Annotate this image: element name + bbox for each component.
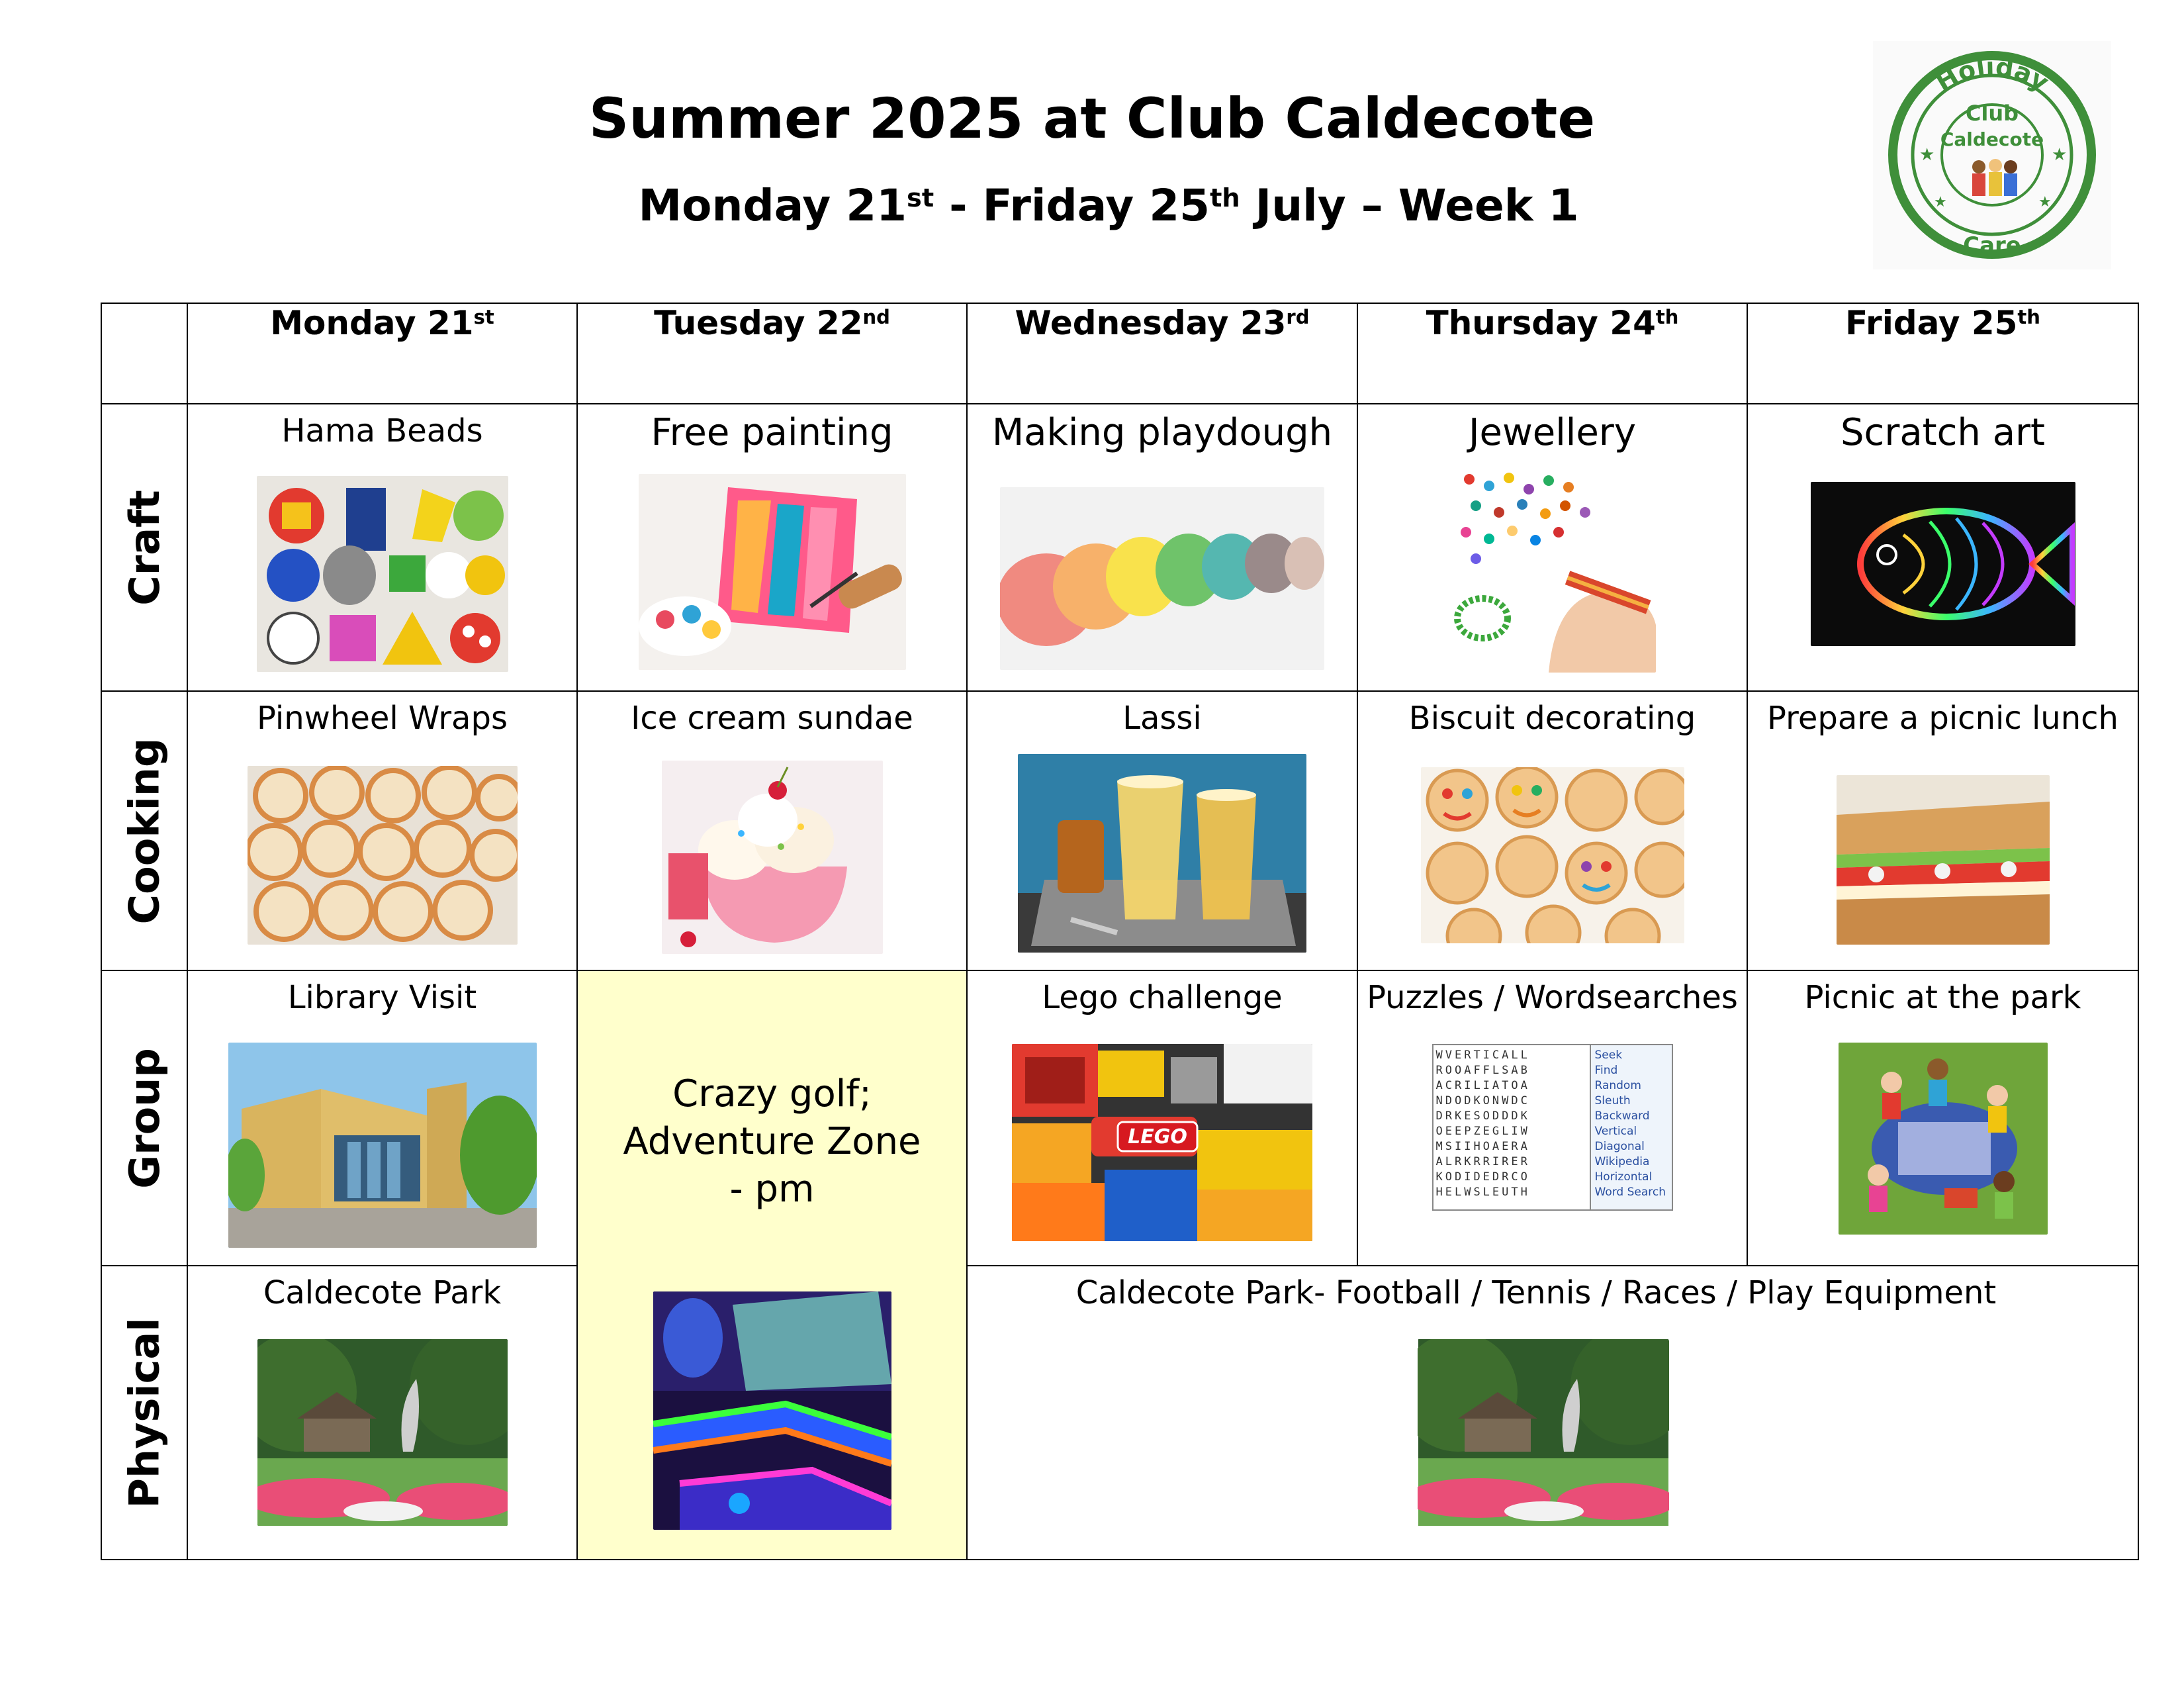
painting-image — [639, 474, 906, 670]
biscuit-decorating-image — [1421, 767, 1684, 943]
wordsearch-word: Word Search — [1594, 1186, 1666, 1199]
wordsearch-word: Random — [1594, 1079, 1641, 1092]
group-thursday — [1357, 970, 1747, 1266]
crazy-golf-image — [653, 1291, 891, 1530]
svg-text:Club: Club — [1965, 101, 2019, 126]
wordsearch-word: Horizontal — [1594, 1170, 1653, 1184]
caldecote-park-image — [257, 1339, 508, 1526]
wordsearch-row: MSIIHOAERA — [1435, 1140, 1530, 1153]
row-header-craft: Craft — [101, 404, 187, 691]
row-header-cooking: Cooking — [101, 691, 187, 970]
library-image — [228, 1043, 537, 1248]
wordsearch-row: WVERTICALL — [1435, 1049, 1530, 1062]
activity-label: Making playdough — [991, 411, 1333, 454]
activity-timetable — [101, 303, 2138, 1559]
wordsearch-row: ACRILIATOA — [1435, 1079, 1530, 1092]
cooking-thursday — [1357, 691, 1747, 970]
wordsearch-row: KODIDEDRCO — [1435, 1170, 1530, 1184]
day-header-monday: Monday 21st — [187, 303, 577, 404]
svg-text:★: ★ — [2052, 145, 2068, 165]
day-header-friday: Friday 25th — [1747, 303, 2138, 404]
cooking-wednesday — [967, 691, 1357, 970]
svg-text:Care: Care — [1963, 232, 2021, 259]
page-title: Summer 2025 at Club Caldecote — [588, 86, 1596, 151]
wordsearch-word: Seek — [1594, 1049, 1623, 1062]
svg-text:★: ★ — [1919, 145, 1935, 165]
wordsearch-row: NDODKONWDC — [1435, 1094, 1530, 1107]
cooking-friday — [1747, 691, 2138, 970]
row-header-physical: Physical — [101, 1266, 187, 1560]
page-subtitle: Monday 21st - Friday 25th July – Week 1 — [638, 180, 1579, 231]
svg-text:Caldecote: Caldecote — [1940, 128, 2044, 150]
activity-label: Lassi — [1122, 700, 1202, 737]
holiday-club-logo — [1873, 41, 2111, 269]
wordsearch-row: DRKESODDDK — [1435, 1109, 1530, 1123]
wordsearch-word: Backward — [1594, 1109, 1650, 1123]
pinwheel-wraps-image — [248, 766, 518, 945]
craft-friday — [1747, 404, 2138, 691]
wordsearch-row: ALRKRRIRER — [1435, 1155, 1530, 1168]
svg-text:LEGO: LEGO — [1128, 1125, 1187, 1149]
wordsearch-word: Vertical — [1594, 1125, 1637, 1138]
wordsearch-row: ROOAFFLSAB — [1435, 1064, 1530, 1077]
wordsearch-row: OEEPZEGLIW — [1435, 1125, 1530, 1138]
crazy-golf-label: Crazy golf; Adventure Zone - pm — [623, 1072, 921, 1211]
day-header-tuesday: Tuesday 22nd — [577, 303, 967, 404]
row-header-group: Group — [101, 970, 187, 1266]
activity-label: Library Visit — [287, 979, 477, 1016]
wordsearch-word: Wikipedia — [1594, 1155, 1650, 1168]
day-header-thursday: Thursday 24th — [1357, 303, 1747, 404]
group-friday — [1747, 970, 2138, 1266]
craft-thursday — [1357, 404, 1747, 691]
wordsearch-image — [1432, 1044, 1673, 1211]
physical-monday — [187, 1266, 577, 1560]
lassi-image — [1018, 754, 1306, 953]
activity-label: Biscuit decorating — [1408, 700, 1696, 737]
wordsearch-word: Diagonal — [1594, 1140, 1645, 1153]
activity-label: Caldecote Park — [263, 1274, 502, 1311]
activity-label: Pinwheel Wraps — [257, 700, 508, 737]
wordsearch-row: HELWSLEUTH — [1435, 1186, 1530, 1199]
scratch-art-image — [1811, 482, 2075, 646]
activity-label: Jewellery — [1469, 411, 1636, 454]
activity-label: Hama Beads — [281, 412, 483, 449]
wordsearch-word: Sleuth — [1594, 1094, 1631, 1107]
picnic-lunch-image — [1837, 775, 2050, 945]
svg-text:★: ★ — [2038, 194, 2052, 211]
activity-label: Lego challenge — [1042, 979, 1283, 1016]
wordsearch-word-list — [1591, 1045, 1672, 1209]
activity-label: Picnic at the park — [1804, 979, 2081, 1016]
craft-wednesday — [967, 404, 1357, 691]
physical-wednesday-friday — [967, 1266, 2138, 1560]
activity-label: Ice cream sundae — [631, 700, 913, 737]
wordsearch-word: Find — [1594, 1064, 1618, 1077]
activity-label: Prepare a picnic lunch — [1767, 700, 2118, 737]
picnic-park-image — [1839, 1043, 2048, 1235]
group-physical-tuesday-merged — [577, 970, 967, 1560]
group-wednesday — [967, 970, 1357, 1266]
ice-cream-sundae-image — [662, 761, 883, 954]
playdough-image — [1000, 487, 1324, 670]
lego-image — [1012, 1044, 1312, 1241]
cooking-tuesday — [577, 691, 967, 970]
activity-label: Puzzles / Wordsearches — [1367, 979, 1738, 1016]
craft-monday — [187, 404, 577, 691]
group-monday — [187, 970, 577, 1266]
activity-label: Caldecote Park- Football / Tennis / Races / Play Equipment — [1075, 1274, 1997, 1311]
craft-tuesday — [577, 404, 967, 691]
activity-label: Free painting — [651, 411, 893, 454]
caldecote-park-image — [1418, 1339, 1669, 1526]
wordsearch-grid — [1433, 1045, 1591, 1209]
svg-text:★: ★ — [1934, 194, 1947, 211]
day-header-wednesday: Wednesday 23rd — [967, 303, 1357, 404]
cooking-monday — [187, 691, 577, 970]
svg-text:Holiday: Holiday — [1931, 52, 2054, 97]
jewellery-image — [1449, 466, 1656, 673]
activity-label: Scratch art — [1840, 411, 2045, 454]
hama-beads-image — [257, 476, 508, 672]
corner-cell — [101, 303, 187, 404]
